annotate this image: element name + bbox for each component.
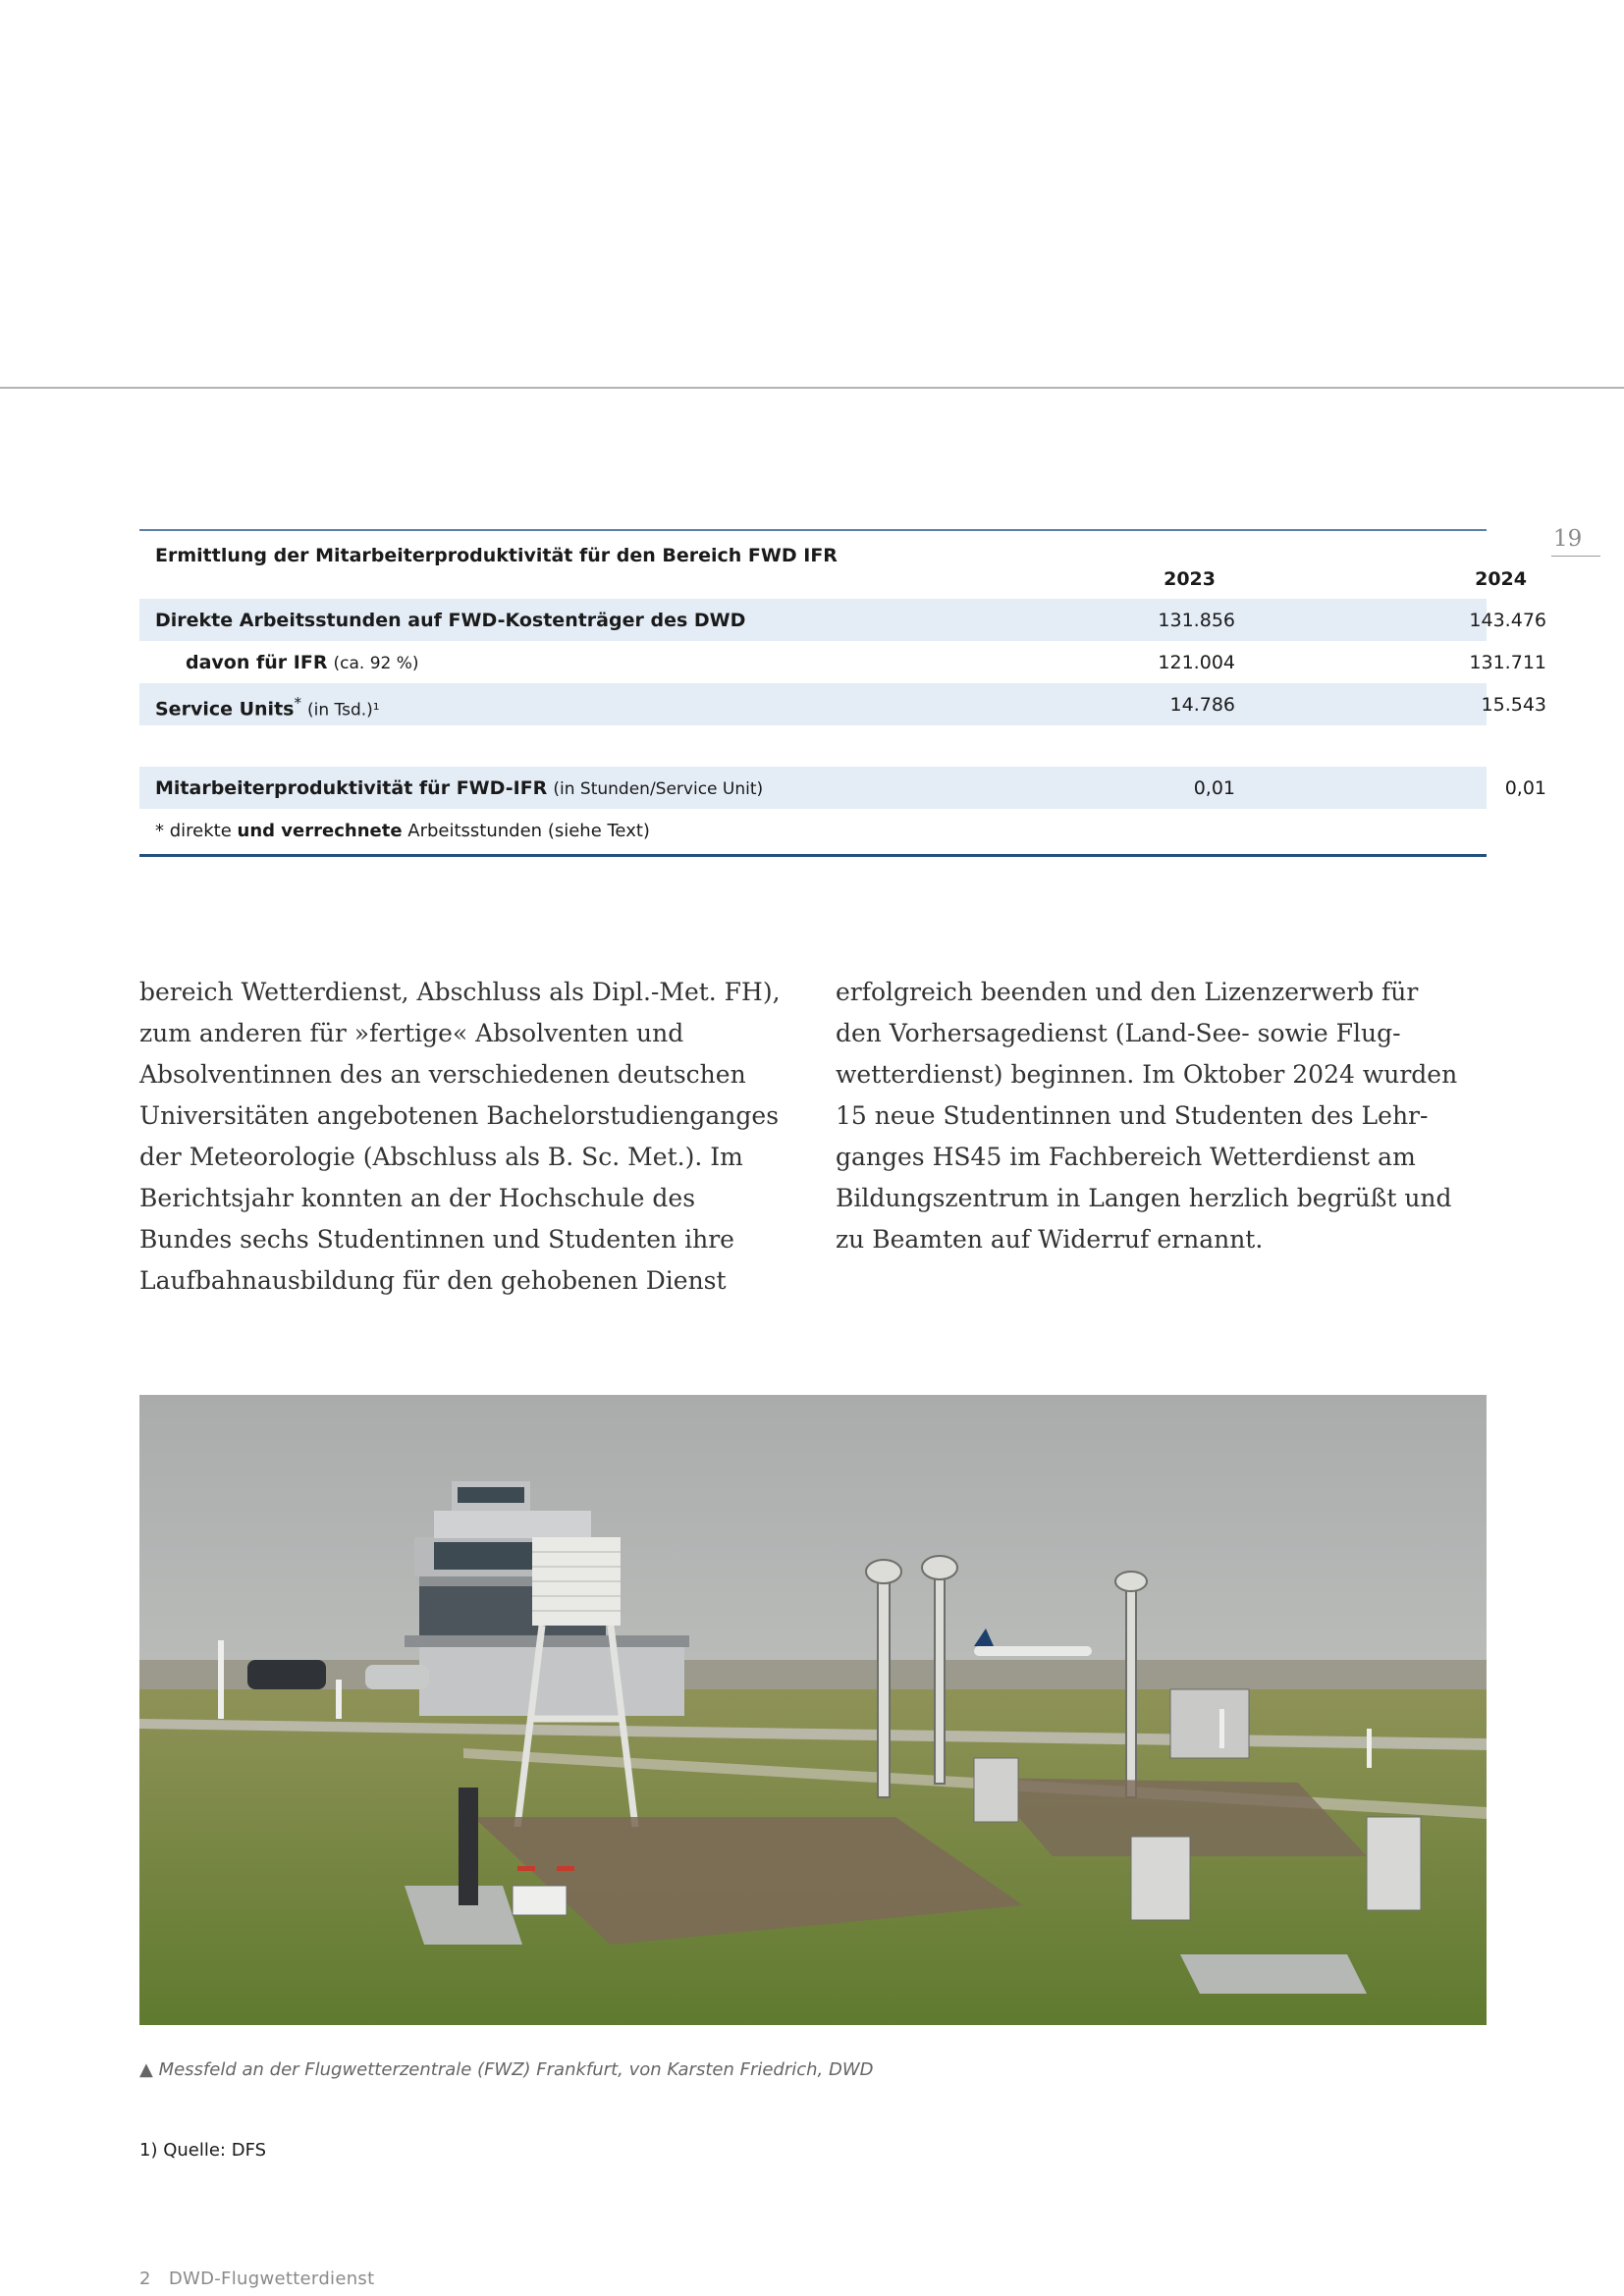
table-note: * direkte und verrechnete Arbeitsstunden (siehe Text): [155, 821, 650, 841]
row-label: Direkte Arbeitsstunden auf FWD-Kostenträger des DWD: [155, 610, 746, 631]
value-2024: 143.476: [1469, 610, 1546, 631]
table-row: [139, 767, 1546, 809]
body-text-left: bereich Wetterdienst, Abschluss als Dipl.-Met. FH), zum anderen für »fertige« Absolventen und Absolventinnen des an verschiedenen deutschen Universitäten angebotenen Bachelorstudienganges der Meteorologie (Abschluss als B. Sc. Met.). Im Berichtsjahr konnten an der Hochschule des Bundes sechs Studentinnen und Studenten ihre Laufbahnausbildung für den gehobenen Dienst: [139, 978, 781, 1295]
page-number: 19: [1553, 526, 1583, 552]
page-number-rule: [1551, 556, 1600, 557]
value-2023: 121.004: [1158, 652, 1235, 673]
value-2024: 0,01: [1504, 777, 1546, 799]
year-2023-header: 2023: [1164, 568, 1216, 590]
row-label: davon für IFR (ca. 92 %): [186, 652, 419, 673]
table-row: [139, 683, 1546, 725]
table-title: Ermittlung der Mitarbeiterproduktivität für den Bereich FWD IFR: [155, 545, 838, 566]
table-bottom-rule: [139, 854, 1487, 857]
header-divider: [0, 387, 1624, 389]
footer-title: DWD-Flugwetterdienst: [168, 2269, 375, 2289]
table-spacer: [139, 725, 1487, 767]
weather-station-photo: [139, 1395, 1487, 2025]
row-label: Mitarbeiterproduktivität für FWD-IFR (in Stunden/Service Unit): [155, 777, 764, 799]
value-2024: 15.543: [1481, 694, 1546, 716]
productivity-table: [139, 529, 1546, 857]
value-2023: 14.786: [1169, 694, 1235, 716]
value-2024: 131.711: [1469, 652, 1546, 673]
table-header: [139, 531, 1527, 599]
footer-page-number: 2: [139, 2269, 151, 2289]
footnote: 1) Quelle: DFS: [139, 2140, 267, 2161]
body-text-right: erfolgreich beenden und den Lizenzerwerb für den Vorhersagedienst (Land-See- sowie Flug- wetterdienst) beginnen. Im Oktober 2024 wurden 15 neue Studentinnen und Studenten des Lehr- ganges HS45 im Fachbereich Wetterdienst am Bildungszentrum in Langen herzlich begrüßt und zu Beamten auf Widerruf ernannt.: [836, 978, 1458, 1254]
row-label: Service Units* (in Tsd.)¹: [155, 694, 380, 721]
value-2023: 0,01: [1193, 777, 1235, 799]
value-2023: 131.856: [1158, 610, 1235, 631]
table-row: [139, 641, 1546, 683]
year-2024-header: 2024: [1475, 568, 1527, 590]
table-row: [139, 599, 1546, 641]
page-footer: [139, 2269, 374, 2289]
photo-caption: ▲ Messfeld an der Flugwetterzentrale (FWZ) Frankfurt, von Karsten Friedrich, DWD: [139, 2059, 874, 2080]
